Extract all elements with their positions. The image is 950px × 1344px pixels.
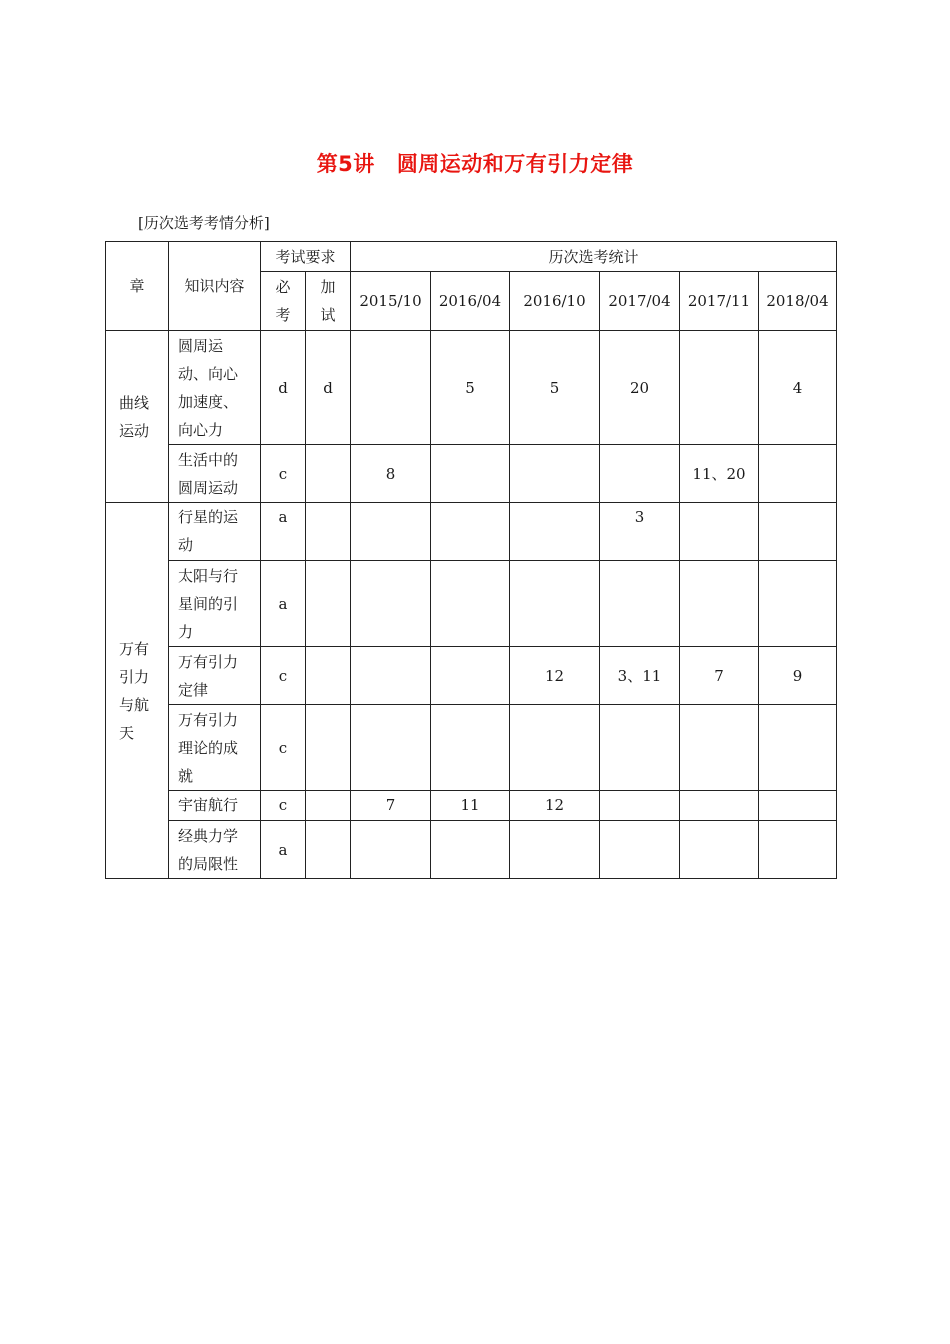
knowledge-line: 定律 (178, 680, 209, 699)
header-year: 2017/04 (600, 272, 680, 331)
exam-question-cell: 20 (600, 331, 680, 445)
lecture-number: 第5讲 (316, 152, 375, 176)
exam-question-cell (759, 705, 837, 791)
exam-question-cell (600, 791, 680, 821)
header-year: 2018/04 (759, 272, 837, 331)
exam-question-cell (759, 821, 837, 879)
header-year: 2015/10 (351, 272, 431, 331)
exam-question-cell: 12 (510, 647, 600, 705)
knowledge-line: 经典力学 (178, 826, 239, 845)
section-label: [历次选考考情分析] (138, 214, 270, 232)
exam-question-cell: 11、20 (680, 445, 759, 503)
exam-question-cell (431, 445, 510, 503)
header-year: 2016/10 (510, 272, 600, 331)
additional-level-cell (306, 705, 351, 791)
additional-level-cell (306, 445, 351, 503)
knowledge-line: 圆周运 (178, 336, 224, 355)
knowledge-cell (169, 503, 261, 561)
exam-question-cell (431, 561, 510, 647)
chapter-cell (106, 331, 169, 503)
exam-question-cell (759, 561, 837, 647)
knowledge-line: 太阳与行 (178, 566, 239, 585)
page-title (0, 148, 950, 178)
knowledge-line: 向心力 (178, 420, 224, 439)
exam-question-cell (431, 821, 510, 879)
knowledge-line: 动 (178, 536, 194, 554)
table-row (106, 445, 837, 503)
exam-question-cell: 8 (351, 445, 431, 503)
knowledge-cell (169, 561, 261, 647)
table-row (106, 821, 837, 879)
knowledge-line: 就 (178, 766, 194, 785)
exam-question-cell (431, 503, 510, 561)
exam-question-cell (600, 821, 680, 879)
knowledge-line: 圆周运动 (178, 478, 239, 497)
exam-question-cell (759, 503, 837, 561)
chapter-name-line: 与航 (119, 695, 150, 714)
exam-question-cell (351, 561, 431, 647)
exam-question-cell: 7 (680, 647, 759, 705)
table-row (106, 331, 837, 445)
header-knowledge: 知识内容 (169, 242, 261, 331)
knowledge-line: 生活中的 (178, 450, 239, 469)
chapter-name-line: 运动 (119, 421, 150, 440)
exam-question-cell (680, 821, 759, 879)
knowledge-cell (169, 331, 261, 445)
header-additional-line-2: 试 (320, 306, 336, 324)
header-required-line-2: 考 (275, 306, 291, 324)
header-stats: 历次选考统计 (351, 242, 837, 272)
required-level-cell: a (261, 561, 306, 647)
header-additional-line-1: 加 (320, 278, 336, 296)
table-row (106, 561, 837, 647)
exam-question-cell (680, 791, 759, 821)
header-chapter: 章 (106, 242, 169, 331)
exam-question-cell (680, 331, 759, 445)
exam-question-cell (759, 791, 837, 821)
knowledge-cell (169, 791, 261, 821)
exam-question-cell: 12 (510, 791, 600, 821)
lecture-topic: 圆周运动和万有引力定律 (396, 152, 634, 176)
exam-question-cell (351, 647, 431, 705)
exam-question-cell (759, 445, 837, 503)
knowledge-line: 理论的成 (178, 738, 239, 757)
required-level-cell: a (261, 821, 306, 879)
table-row (106, 647, 837, 705)
exam-question-cell (431, 705, 510, 791)
exam-question-cell (510, 705, 600, 791)
exam-question-cell (351, 503, 431, 561)
chapter-name-line: 曲线 (119, 393, 150, 412)
knowledge-cell (169, 445, 261, 503)
header-year: 2017/11 (680, 272, 759, 331)
additional-level-cell (306, 561, 351, 647)
exam-question-cell: 3、11 (600, 647, 680, 705)
required-level-cell: c (261, 705, 306, 791)
knowledge-line: 动、向心 (178, 364, 239, 383)
header-additional (306, 272, 351, 331)
exam-question-cell: 4 (759, 331, 837, 445)
knowledge-line: 万有引力 (178, 710, 239, 729)
chapter-name-line: 万有 (119, 639, 150, 658)
header-required (261, 272, 306, 331)
additional-level-cell (306, 791, 351, 821)
additional-level-cell: d (306, 331, 351, 445)
knowledge-cell (169, 821, 261, 879)
table-row (106, 705, 837, 791)
exam-question-cell (351, 821, 431, 879)
exam-question-cell: 5 (510, 331, 600, 445)
additional-level-cell (306, 821, 351, 879)
additional-level-cell (306, 503, 351, 561)
exam-question-cell (351, 705, 431, 791)
exam-question-cell: 11 (431, 791, 510, 821)
knowledge-cell (169, 647, 261, 705)
knowledge-line: 力 (178, 622, 194, 641)
knowledge-line: 行星的运 (178, 508, 239, 526)
chapter-cell (106, 503, 169, 879)
required-level-cell: c (261, 647, 306, 705)
exam-question-cell: 7 (351, 791, 431, 821)
exam-question-cell (510, 445, 600, 503)
exam-question-cell (600, 561, 680, 647)
knowledge-line: 宇宙航行 (178, 796, 239, 814)
chapter-name-line: 天 (119, 723, 135, 742)
table-row (106, 791, 837, 821)
required-level-cell: d (261, 331, 306, 445)
exam-question-cell (510, 503, 600, 561)
exam-question-cell: 3 (600, 503, 680, 561)
exam-question-cell (680, 705, 759, 791)
header-required-line-1: 必 (275, 278, 291, 296)
exam-question-cell: 9 (759, 647, 837, 705)
exam-question-cell (351, 331, 431, 445)
exam-question-cell (510, 561, 600, 647)
exam-question-cell (600, 705, 680, 791)
required-level-cell: c (261, 445, 306, 503)
knowledge-line: 星间的引 (178, 594, 239, 613)
required-level-cell: c (261, 791, 306, 821)
knowledge-line: 万有引力 (178, 652, 239, 671)
exam-question-cell (431, 647, 510, 705)
header-requirement: 考试要求 (261, 242, 351, 272)
knowledge-cell (169, 705, 261, 791)
header-row-1 (106, 242, 837, 272)
required-level-cell: a (261, 503, 306, 561)
knowledge-line: 的局限性 (178, 854, 239, 873)
exam-question-cell (600, 445, 680, 503)
additional-level-cell (306, 647, 351, 705)
header-year: 2016/04 (431, 272, 510, 331)
exam-question-cell (680, 561, 759, 647)
exam-question-cell: 5 (431, 331, 510, 445)
exam-question-cell (510, 821, 600, 879)
chapter-name-line: 引力 (119, 667, 150, 686)
exam-question-cell (680, 503, 759, 561)
exam-stats-table (105, 241, 837, 879)
table-row (106, 503, 837, 561)
knowledge-line: 加速度、 (178, 392, 239, 411)
